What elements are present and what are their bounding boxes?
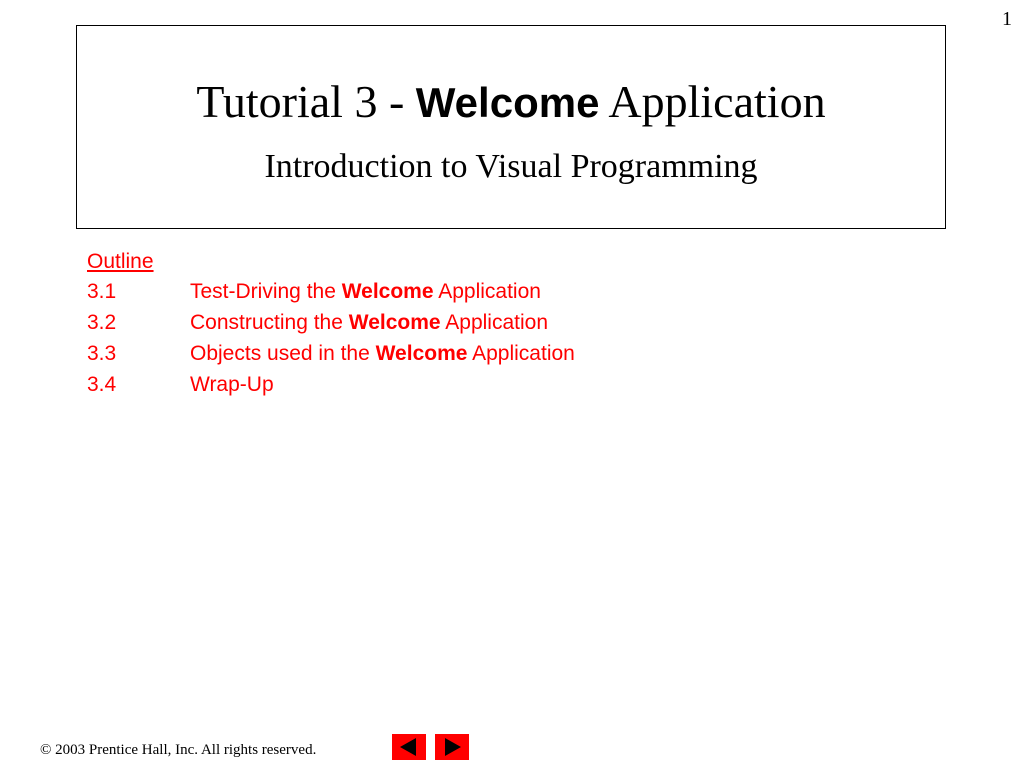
outline-item-text	[190, 277, 541, 308]
outline-item-text-after: Application	[467, 342, 575, 365]
outline	[87, 247, 575, 401]
copyright-footer: © 2003 Prentice Hall, Inc. All rights reserved.	[40, 742, 317, 758]
title-prefix: Tutorial 3 -	[196, 76, 416, 127]
triangle-left-icon	[392, 734, 426, 760]
outline-item-text-bold: Welcome	[375, 342, 468, 365]
outline-item	[87, 370, 575, 401]
outline-item-text-after: Application	[433, 280, 541, 303]
outline-heading-link[interactable]: Outline	[87, 250, 154, 273]
outline-item-number: 3.1	[87, 280, 117, 303]
outline-item-text	[190, 370, 274, 401]
outline-item-text-before: Test-Driving the	[190, 280, 342, 303]
outline-item-text-bold: Welcome	[341, 280, 434, 303]
slide-subtitle: Introduction to Visual Programming	[264, 148, 758, 185]
outline-item-text-before: Objects used in the	[190, 342, 376, 365]
triangle-right-icon	[435, 734, 469, 760]
title-emphasis: Welcome	[415, 79, 600, 126]
outline-item	[87, 277, 575, 308]
outline-item-text-before: Wrap-Up	[190, 373, 274, 396]
outline-item-text-before: Constructing the	[190, 311, 349, 334]
outline-item-text-after: Application	[440, 311, 549, 334]
title-suffix: Application	[599, 76, 826, 127]
outline-item-number: 3.3	[87, 342, 117, 365]
previous-slide-button[interactable]	[392, 734, 426, 760]
outline-item-text	[190, 339, 575, 370]
page-number: 1	[1002, 8, 1012, 30]
outline-item-text-bold: Welcome	[348, 311, 441, 334]
outline-item	[87, 339, 575, 370]
title-box	[76, 25, 946, 229]
outline-item	[87, 308, 575, 339]
outline-item-text	[190, 308, 548, 339]
slide-title	[77, 74, 945, 131]
next-slide-button[interactable]	[435, 734, 469, 760]
outline-item-number: 3.2	[87, 311, 117, 334]
outline-item-number: 3.4	[87, 373, 117, 396]
